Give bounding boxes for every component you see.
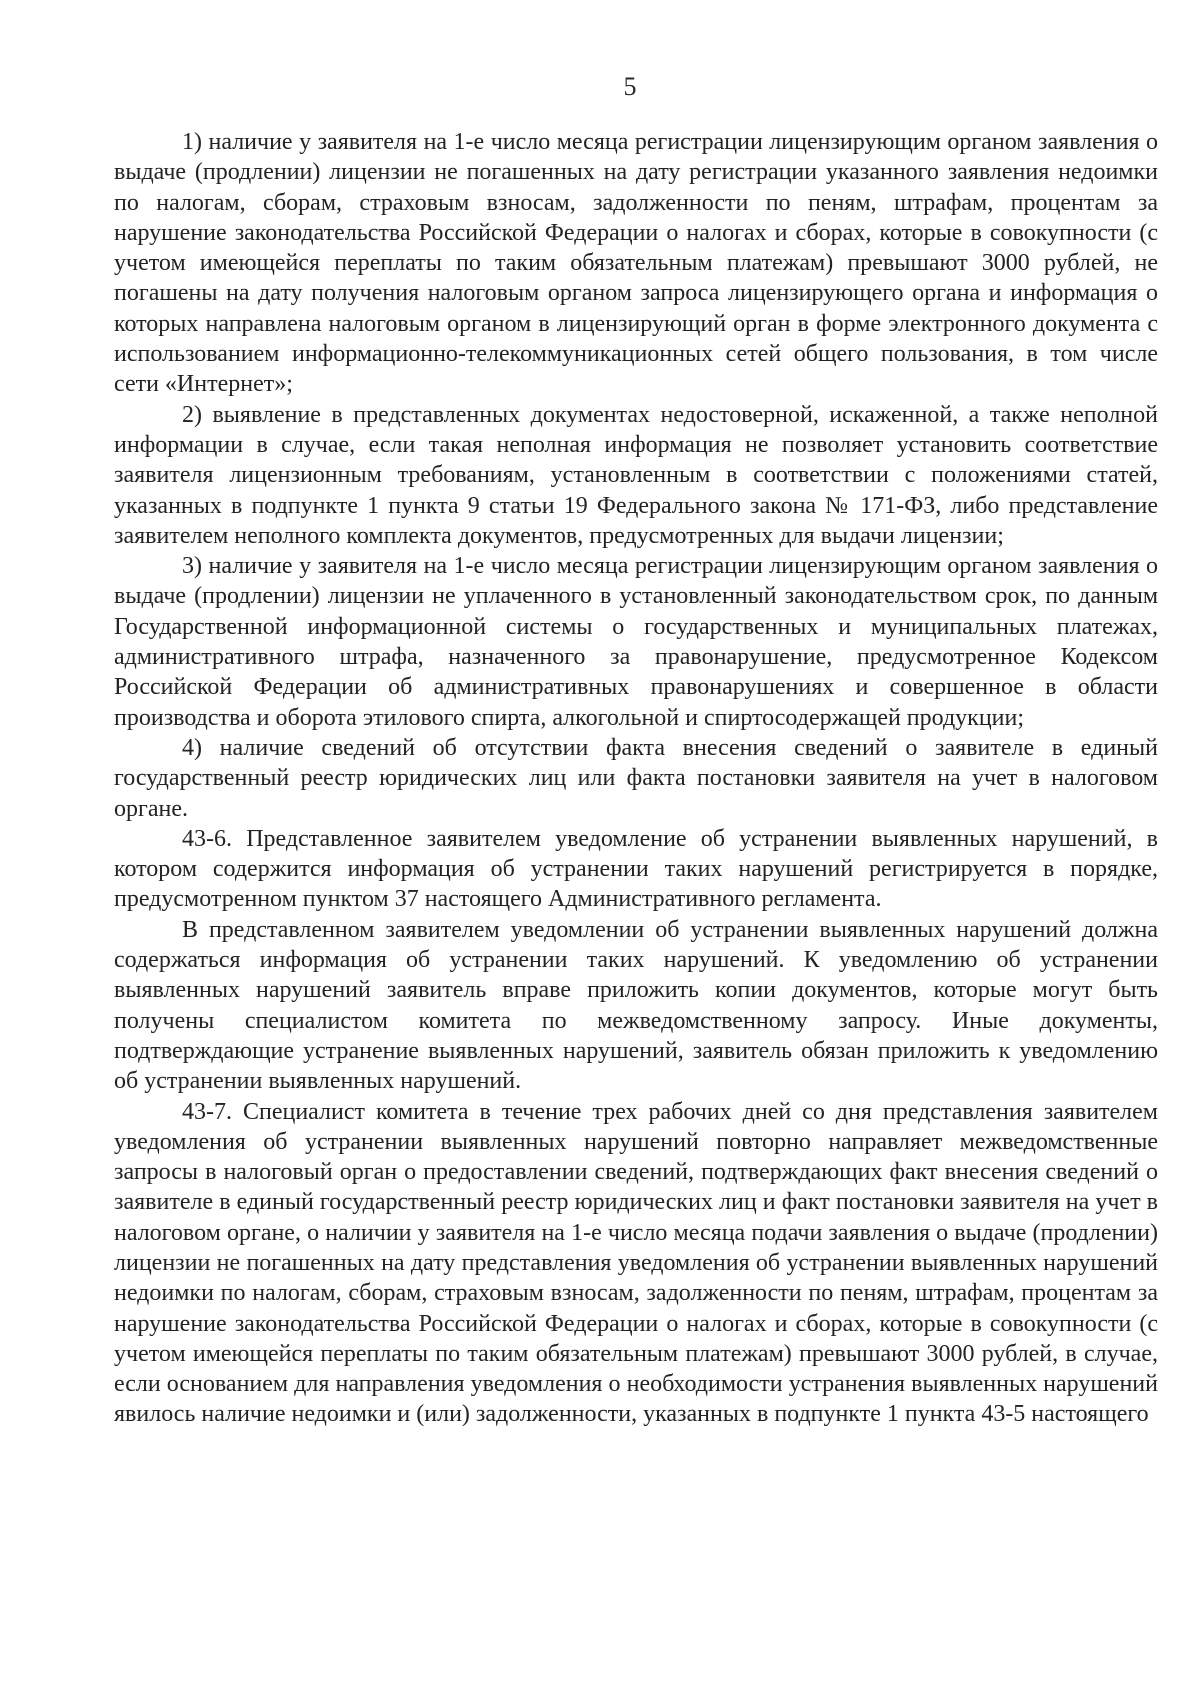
paragraph-item-3: 3) наличие у заявителя на 1-е число месяца регистрации лицензирующим органом заявления о выдаче (продлении) лицензии не уплаченного в установленный законодательством срок, по данным Государственной информационной системы о государственных и муниципальных платежах, административного штрафа, назначенного за правонарушение, предусмотренное Кодексом Российской Федерации об административных правонарушениях и совершенное в области производства и оборота этилового спирта, алкогольной и спиртосодержащей продукции; (114, 553, 1158, 731)
paragraph-item-2: 2) выявление в представленных документах недостоверной, искаженной, а также неполной информации в случае, если такая неполная информация не позволяет установить соответствие заявителя лицензионным требованиям, установленным в соответствии с положениями статей, указанных в подпункте 1 пункта 9 статьи 19 Федерального закона № 171-ФЗ, либо представление заявителем неполного комплекта документов, предусмотренных для выдачи лицензии; (114, 401, 1158, 549)
page-number: 5 (623, 72, 637, 101)
paragraph-item-4: 4) наличие сведений об отсутствии факта внесения сведений о заявителе в единый государственный реестр юридических лиц или факта постановки заявителя на учет в налоговом органе. (114, 734, 1158, 822)
paragraph-item-1: 1) наличие у заявителя на 1-е число месяца регистрации лицензирующим органом заявления о выдаче (продлении) лицензии не погашенных на дату регистрации указанного заявления недоимки по налогам, сборам, страховым взносам, задолженности по пеням, штрафам, процентам за нарушение законодательства Российской Федерации о налогах и сборах, которые в совокупности (с учетом имеющейся переплаты по таким обязательным платежам) превышают 3000 рублей, не погашены на дату получения налоговым органом запроса лицензирующего органа и информация о которых направлена налоговым органом в лицензирующий орган в форме электронного документа с использованием информационно-телекоммуникационных сетей общего пользования, в том числе сети «Интернет»; (114, 129, 1158, 398)
document-body (114, 127, 1158, 1430)
paragraph-43-6-continued: В представленном заявителем уведомлении об устранении выявленных нарушений должна содержаться информация об устранении таких нарушений. К уведомлению об устранении выявленных нарушений заявитель вправе приложить копии документов, которые могут быть получены специалистом комитета по межведомственному запросу. Иные документы, подтверждающие устранение выявленных нарушений, заявитель обязан приложить к уведомлению об устранении выявленных нарушений. (114, 916, 1158, 1095)
paragraph-43-7: 43-7. Специалист комитета в течение трех рабочих дней со дня представления заявителем уведомления об устранении выявленных нарушений повторно направляет межведомственные запросы в налоговый орган о предоставлении сведений, подтверждающих факт внесения сведений о заявителе в единый государственный реестр юридических лиц и факт постановки заявителя на учет в налоговом органе, о наличии у заявителя на 1-е число месяца подачи заявления о выдаче (продлении) лицензии не погашенных на дату представления уведомления об устранении выявленных нарушений недоимки по налогам, сборам, страховым взносам, задолженности по пеням, штрафам, процентам за нарушение законодательства Российской Федерации о налогах и сборах, которые в совокупности (с учетом имеющейся переплаты по таким обязательным платежам) превышают 3000 рублей, в случае, если основанием для направления уведомления о необходимости устранения выявленных нарушений явилось наличие недоимки и (или) задолженности, указанных в подпункте 1 пункта 43-5 настоящего (114, 1098, 1158, 1428)
paragraph-43-6: 43-6. Представленное заявителем уведомление об устранении выявленных нарушений, в котором содержится информация об устранении таких нарушений регистрируется в порядке, предусмотренном пунктом 37 настоящего Административного регламента. (114, 825, 1158, 913)
